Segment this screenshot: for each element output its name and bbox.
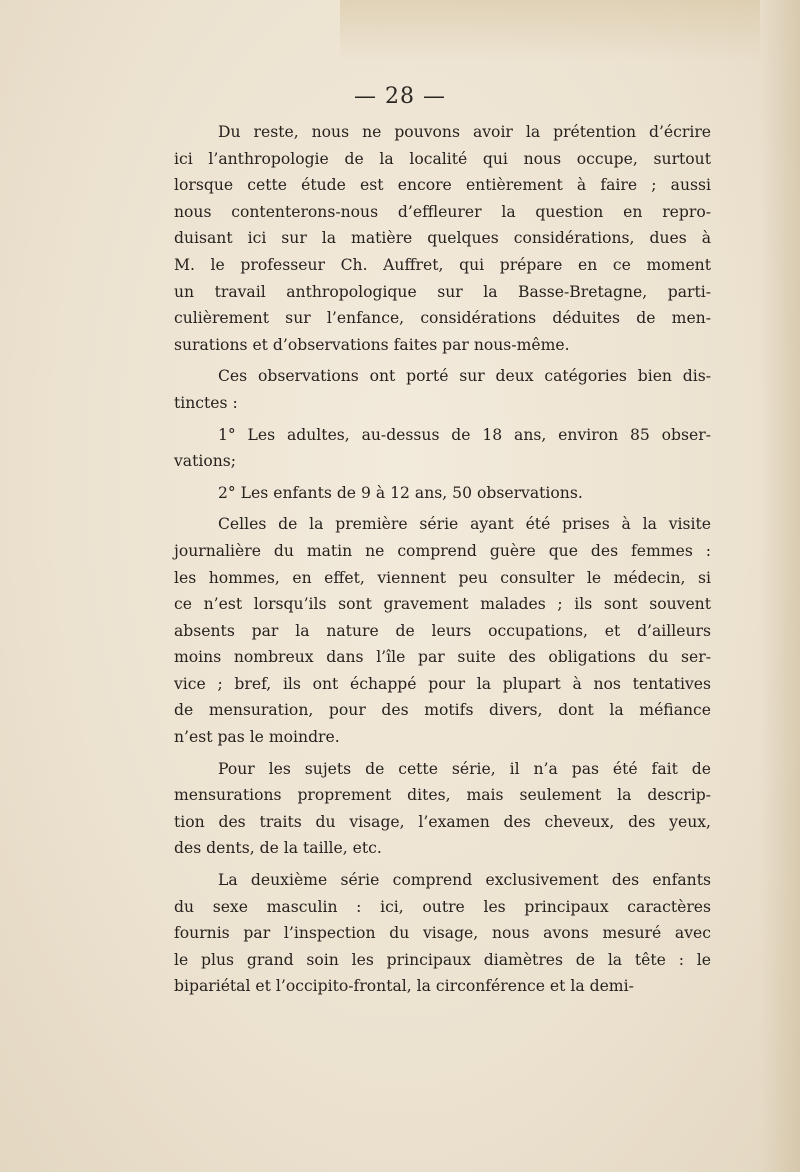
page-edge-shadow — [760, 0, 800, 1172]
text-line: lorsque cette étude est encore entièrement à faire ; aussi — [174, 176, 711, 195]
text-line: La deuxième série comprend exclusivement des enfants — [218, 871, 711, 890]
text-line: n’est pas le moindre. — [174, 728, 340, 747]
paragraph — [174, 119, 711, 358]
text-line: vice ; bref, ils ont échappé pour la plupart à nos tentatives — [174, 674, 711, 693]
text-line: duisant ici sur la matière quelques considérations, dues à — [174, 229, 711, 248]
body-text — [174, 119, 711, 1005]
paragraph — [174, 867, 711, 1000]
text-line: nous contenterons-nous d’effleurer la question en repro- — [174, 202, 711, 221]
text-line: 2° Les enfants de 9 à 12 ans, 50 observations. — [218, 483, 583, 502]
page-top-shadow — [340, 0, 760, 62]
text-line: tinctes : — [174, 393, 238, 412]
text-line: tion des traits du visage, l’examen des cheveux, des yeux, — [174, 812, 711, 831]
text-line: fournis par l’inspection du visage, nous avons mesuré avec — [174, 924, 711, 943]
text-line: de mensuration, pour des motifs divers, dont la méfiance — [174, 701, 711, 720]
text-line: bipariétal et l’occipito-frontal, la circonférence et la demi- — [174, 977, 634, 996]
page-number: — 28 — — [354, 84, 446, 109]
text-line: Du reste, nous ne pouvons avoir la prétention d’écrire — [218, 123, 711, 141]
paragraph — [174, 511, 711, 750]
text-line: M. le professeur Ch. Auffret, qui prépare en ce moment — [174, 255, 711, 274]
text-line: ce n’est lorsqu’ils sont gravement malades ; ils sont souvent — [174, 595, 711, 614]
text-line: vations; — [174, 452, 237, 471]
text-line: un travail anthropologique sur la Basse-Bretagne, parti- — [174, 282, 711, 301]
text-line: mensurations proprement dites, mais seulement la descrip- — [174, 786, 711, 805]
text-line: journalière du matin ne comprend guère que des femmes : — [174, 541, 711, 560]
text-line: absents par la nature de leurs occupations, et d’ailleurs — [174, 621, 711, 640]
text-line: 1° Les adultes, au-dessus de 18 ans, environ 85 obser- — [218, 425, 711, 444]
text-line: culièrement sur l’enfance, considérations déduites de men- — [174, 309, 711, 328]
paragraph — [174, 422, 711, 475]
text-line: le plus grand soin les principaux diamètres de la tête : le — [174, 950, 711, 969]
text-line: Ces observations ont porté sur deux catégories bien dis- — [218, 367, 711, 386]
paragraph — [174, 480, 711, 507]
text-line: Pour les sujets de cette série, il n’a pas été fait de — [218, 759, 711, 778]
text-line: des dents, de la taille, etc. — [174, 839, 382, 858]
text-line: moins nombreux dans l’île par suite des obligations du ser- — [174, 648, 711, 667]
paragraph — [174, 363, 711, 416]
text-line: du sexe masculin : ici, outre les principaux caractères — [174, 897, 711, 916]
text-line: surations et d’observations faites par nous-même. — [174, 335, 570, 354]
text-line: les hommes, en effet, viennent peu consulter le médecin, si — [174, 568, 711, 587]
paragraph — [174, 756, 711, 862]
text-line: ici l’anthropologie de la localité qui nous occupe, surtout — [174, 149, 711, 168]
text-line: Celles de la première série ayant été prises à la visite — [218, 515, 711, 534]
